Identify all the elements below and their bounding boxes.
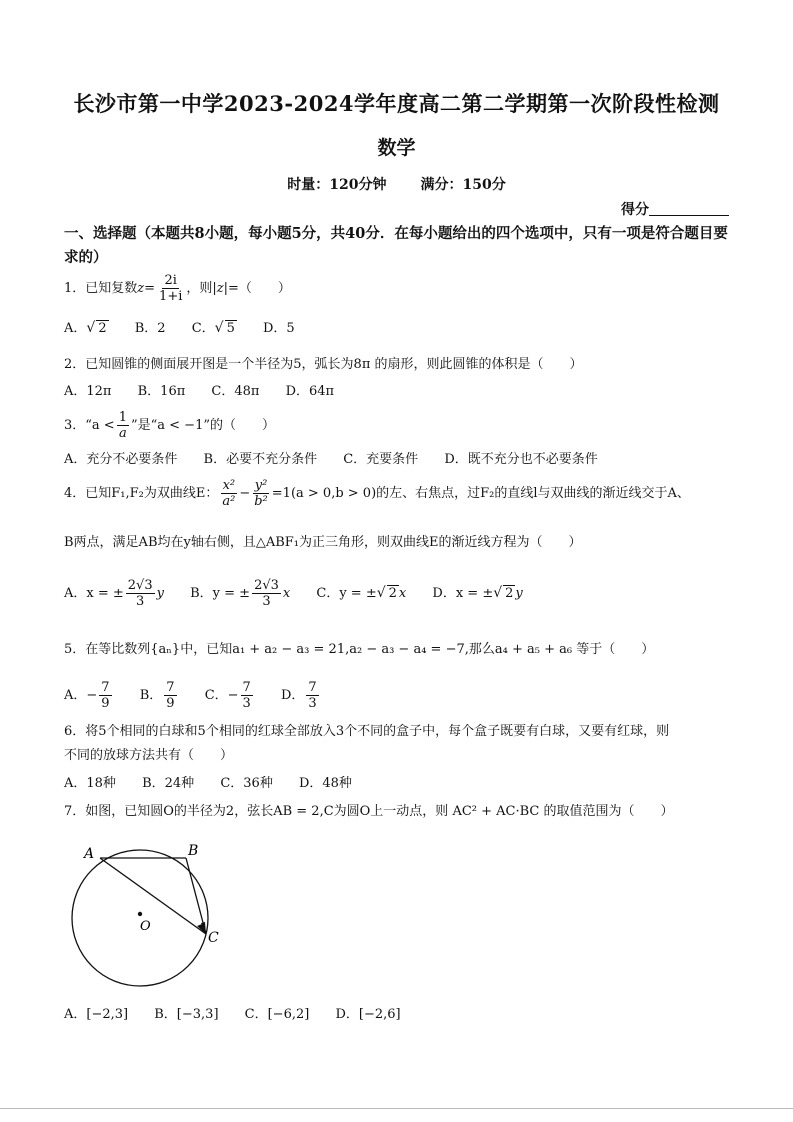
score-label: 得分: [621, 202, 649, 218]
q1-option-c: [192, 317, 237, 336]
q4-frac-x-den: a²: [222, 494, 236, 509]
q1-var: z: [137, 281, 145, 296]
q1-prefix: 1．已知复数: [64, 281, 138, 296]
circle-o: [72, 850, 208, 986]
q4-d-pre: D．x = ±: [432, 586, 494, 601]
q5-option-a: [64, 680, 114, 711]
q1-option-d: D．5: [263, 321, 295, 336]
page-bottom-rule: [0, 1108, 793, 1109]
label-c: C: [208, 930, 219, 946]
q5-d-num: 7: [308, 680, 317, 695]
q1-c-radicand: 5: [226, 321, 235, 336]
circle-figure: [64, 838, 234, 998]
q5-option-c: [205, 680, 255, 711]
q2-option-c: C．48π: [211, 384, 260, 399]
q1-frac-den: 1+i: [159, 289, 183, 304]
q3-prefix: 3．“a <: [64, 418, 115, 433]
q1-option-a: [64, 317, 109, 336]
q1-a-label: A．: [64, 321, 87, 336]
sqrt-icon: √: [214, 320, 224, 336]
question-3: [64, 410, 730, 441]
q4-c-pre: C．y = ±: [316, 586, 377, 601]
q4-b-den: 3: [262, 594, 271, 609]
q4-frac-y-den: b²: [254, 494, 268, 509]
q4-option-a: [64, 578, 164, 609]
q7-option-a: A．[−2,3]: [64, 1007, 129, 1022]
q1-mid: ，则: [186, 281, 213, 296]
q5-c-den: 3: [242, 696, 251, 711]
label-a: A: [84, 846, 95, 862]
label-b: B: [188, 843, 199, 859]
exam-full-score: 满分：150分: [420, 177, 506, 193]
label-o: O: [140, 919, 151, 934]
exam-title: 长沙市第一中学2023-2024学年度高二第二学期第一次阶段性检测: [73, 91, 720, 116]
q5-b-num: 7: [166, 680, 175, 695]
question-4: [64, 478, 730, 509]
exam-info: [0, 174, 793, 194]
q4-frac-y: [252, 478, 270, 509]
segment-ac: [100, 858, 206, 934]
q5-d-frac: [306, 680, 318, 711]
q1-option-b: B．2: [134, 321, 166, 336]
q4-condition: =1(a > 0,b > 0): [271, 486, 377, 501]
q6-option-b: B．24种: [142, 776, 195, 791]
exam-subject: 数学: [377, 137, 416, 159]
q5-b-pre: B．: [139, 688, 163, 703]
q3-option-b: B．必要不充分条件: [203, 452, 318, 467]
q3-options: [64, 448, 730, 467]
exam-time: 时量：120分钟: [287, 177, 387, 193]
q5-d-pre: D．: [280, 688, 305, 703]
q5-c-num: 7: [242, 680, 251, 695]
q6-option-d: D．48种: [298, 776, 352, 791]
q1-abs: |z|: [212, 281, 228, 296]
q4-option-d: [432, 582, 522, 601]
q6-option-c: C．36种: [220, 776, 273, 791]
question-4-line2: B两点，满足AB均在y轴右侧，且△ABF₁为正三角形，则双曲线E的渐近线方程为（ ）: [64, 535, 582, 550]
q4-option-c: [316, 582, 406, 601]
q7-options: [64, 1003, 730, 1022]
q2-options: [64, 380, 730, 399]
center-dot-icon: [138, 912, 142, 916]
q4-frac-x: [220, 478, 237, 509]
question-6-line2: 不同的放球方法共有（ ）: [64, 748, 234, 763]
q7-option-c: C．[−6,2]: [244, 1007, 310, 1022]
q4-options: [64, 578, 730, 609]
q5-a-frac: [99, 680, 111, 711]
score-blank: [649, 201, 729, 216]
q3-fraction: [117, 410, 129, 441]
score-field: [621, 199, 729, 219]
question-5: 5．在等比数列{aₙ}中，已知a₁ + a₂ − a₃ = 21,a₂ − a₃ − a₄ = −7,那么a₄ + a₅ + a₆ 等于（ ）: [64, 642, 655, 657]
question-1: [64, 273, 730, 304]
q3-option-a: A．充分不必要条件: [64, 452, 178, 467]
q4-b-pre: B．y = ±: [190, 586, 251, 601]
q6-option-a: A．18种: [64, 776, 116, 791]
q5-b-frac: [164, 680, 176, 711]
q3-option-d: D．既不充分也不必要条件: [444, 452, 598, 467]
sqrt-icon: √: [376, 585, 386, 601]
q5-d-den: 3: [308, 696, 317, 711]
q7-option-b: B．[−3,3]: [154, 1007, 219, 1022]
q3-frac-den: a: [118, 426, 127, 441]
q1-a-radicand: 2: [98, 321, 107, 336]
q4-minus: −: [239, 486, 251, 501]
q4-b-num: 2√3: [254, 578, 279, 593]
q4-b-post: x: [282, 586, 291, 601]
q4-c-radicand: 2: [388, 586, 397, 601]
q2-option-d: D．64π: [285, 384, 335, 399]
q5-b-den: 9: [166, 696, 175, 711]
q3-frac-num: 1: [118, 410, 127, 425]
q3-option-c: C．充要条件: [343, 452, 419, 467]
q4-a-den: 3: [136, 594, 145, 609]
q5-options: [64, 680, 730, 711]
q2-option-b: B．16π: [137, 384, 186, 399]
sqrt-icon: √: [86, 320, 96, 336]
q5-a-pre: A．−: [64, 688, 98, 703]
question-2: 2．已知圆锥的侧面展开图是一个半径为5，弧长为8π 的扇形，则此圆锥的体积是（ ）: [64, 357, 583, 372]
q3-mid: ”是“a < −1”的（ ）: [130, 418, 275, 433]
q1-c-label: C．: [191, 321, 215, 336]
q4-frac-y-num: y²: [254, 478, 268, 493]
q1-fraction: [157, 273, 184, 304]
q4-a-num: 2√3: [127, 578, 153, 593]
q6-options: [64, 772, 730, 791]
q4-a-frac: [126, 578, 155, 609]
q4-rest: 的左、右焦点，过F₂的直线l与双曲线的渐近线交于A、: [376, 486, 690, 501]
q5-c-pre: C．−: [204, 688, 239, 703]
q1-suffix: =（ ）: [228, 281, 291, 296]
q5-a-num: 7: [101, 680, 110, 695]
q4-c-post: x: [398, 586, 407, 601]
question-7: 7．如图，已知圆O的半径为2，弦长AB = 2,C为圆O上一动点，则 AC² + AC·BC 的取值范围为（ ）: [64, 804, 674, 819]
q4-a-pre: A．x = ±: [64, 586, 124, 601]
q2-option-a: A．12π: [64, 384, 112, 399]
section-heading: 一、选择题（本题共8小题，每小题5分，共40分．在每小题给出的四个选项中，只有一项是符合题目要求的）: [64, 225, 728, 266]
q4-d-post: y: [515, 586, 523, 601]
q5-c-frac: [241, 680, 253, 711]
q5-option-b: [140, 680, 179, 711]
q1-frac-num: 2i: [164, 273, 177, 288]
q4-option-b: [190, 578, 290, 609]
q5-option-d: [281, 680, 321, 711]
q4-b-frac: [252, 578, 281, 609]
q4-d-radicand: 2: [505, 586, 514, 601]
q1-eq: =: [144, 281, 156, 296]
q4-prefix: 4．已知F₁,F₂为双曲线E：: [64, 486, 219, 501]
q7-option-d: D．[−2,6]: [335, 1007, 401, 1022]
question-6: 6．将5个相同的白球和5个相同的红球全部放入3个不同的盒子中，每个盒子既要有白球，又要有红球，则: [64, 724, 670, 739]
q4-a-post: y: [156, 586, 164, 601]
q4-frac-x-num: x²: [222, 478, 236, 493]
sqrt-icon: √: [493, 585, 503, 601]
q5-a-den: 9: [101, 696, 110, 711]
q1-options: [64, 317, 730, 336]
